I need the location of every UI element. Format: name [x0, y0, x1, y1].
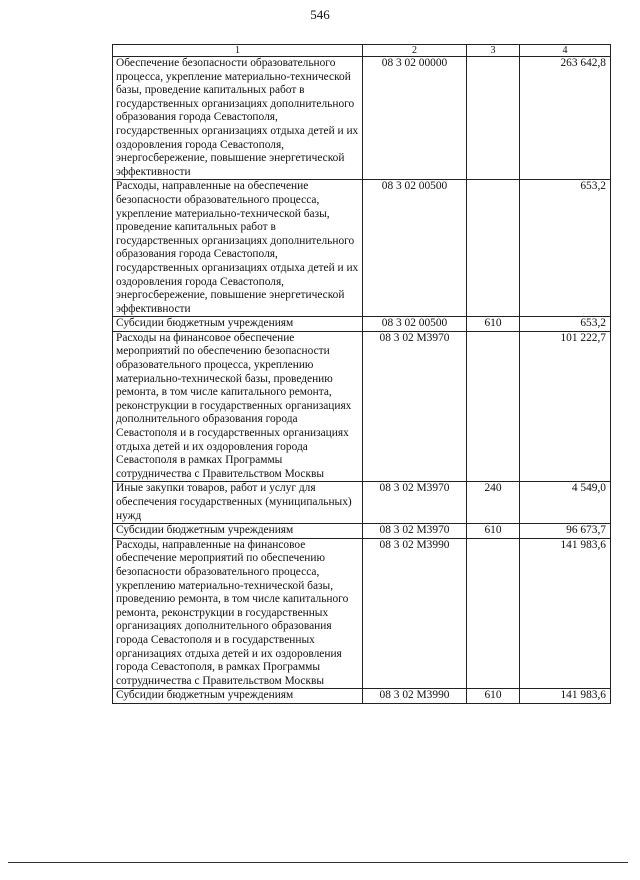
cell-expense-type: 610	[467, 317, 520, 332]
cell-name: Расходы, направленные на обеспечение безопасности образовательного процесса, укрепление материально-технической базы, проведение капитальных работ в государственных организациях дополнительного образования города Севастополя, государственных организациях отдыха детей и их оздоровления города Севастополя, энергосбережение, повышение энергетической эффективности	[113, 180, 363, 317]
cell-expense-type: 610	[467, 689, 520, 704]
page-number: 546	[310, 7, 330, 22]
cell-amount: 653,2	[520, 317, 611, 332]
table-row	[113, 538, 611, 689]
cell-expense-type	[467, 331, 520, 482]
budget-table	[112, 44, 611, 704]
table-row	[113, 524, 611, 539]
cell-amount: 141 983,6	[520, 538, 611, 689]
cell-name: Субсидии бюджетным учреждениям	[113, 689, 363, 704]
cell-name: Субсидии бюджетным учреждениям	[113, 317, 363, 332]
cell-code: 08 3 02 00500	[363, 180, 467, 317]
cell-code: 08 3 02 00500	[363, 317, 467, 332]
cell-expense-type	[467, 538, 520, 689]
table-row	[113, 180, 611, 317]
cell-amount: 101 222,7	[520, 331, 611, 482]
cell-name: Субсидии бюджетным учреждениям	[113, 524, 363, 539]
cell-expense-type: 610	[467, 524, 520, 539]
table-row	[113, 482, 611, 524]
cell-code: 08 3 02 М3970	[363, 524, 467, 539]
cell-code: 08 3 02 М3990	[363, 689, 467, 704]
table-row	[113, 57, 611, 180]
cell-code: 08 3 02 М3970	[363, 482, 467, 524]
cell-code: 08 3 02 00000	[363, 57, 467, 180]
scan-edge-line	[8, 862, 628, 863]
cell-code: 08 3 02 М3970	[363, 331, 467, 482]
header-col-4: 4	[520, 45, 611, 57]
cell-name: Обеспечение безопасности образовательного процесса, укрепление материально-технической базы, проведение капитальных работ в государственных организациях дополнительного образования города Севастополя, государственных организациях отдыха детей и их оздоровления города Севастополя, энергосбережение, повышение энергетической эффективности	[113, 57, 363, 180]
cell-name: Расходы, направленные на финансовое обеспечение мероприятий по обеспечению безопасности образовательного процесса, укреплению материально-технической базы, проведению ремонта, в том числе капитального ремонта, реконструкции в государственных организациях дополнительного образования города Севастополя и в государственных организациях отдыха детей и их оздоровления города Севастополя, в рамках Программы сотрудничества с Правительством Москвы	[113, 538, 363, 689]
header-col-3: 3	[467, 45, 520, 57]
cell-amount: 4 549,0	[520, 482, 611, 524]
table-row	[113, 331, 611, 482]
header-col-1: 1	[113, 45, 363, 57]
cell-code: 08 3 02 М3990	[363, 538, 467, 689]
cell-amount: 141 983,6	[520, 689, 611, 704]
cell-expense-type	[467, 180, 520, 317]
cell-name: Расходы на финансовое обеспечение мероприятий по обеспечению безопасности образовательного процесса, укреплению материально-технической базы, проведению ремонта, в том числе капитального ремонта, реконструкции в государственных организациях дополнительного образования города Севастополя и в государственных организациях отдыха детей и их оздоровления города Севастополя в рамках Программы сотрудничества с Правительством Москвы	[113, 331, 363, 482]
header-col-2: 2	[363, 45, 467, 57]
table-row	[113, 317, 611, 332]
cell-amount: 96 673,7	[520, 524, 611, 539]
table-header-row	[113, 45, 611, 57]
cell-expense-type: 240	[467, 482, 520, 524]
cell-amount: 653,2	[520, 180, 611, 317]
cell-amount: 263 642,8	[520, 57, 611, 180]
cell-name: Иные закупки товаров, работ и услуг для обеспечения государственных (муниципальных) нужд	[113, 482, 363, 524]
cell-expense-type	[467, 57, 520, 180]
table-row	[113, 689, 611, 704]
